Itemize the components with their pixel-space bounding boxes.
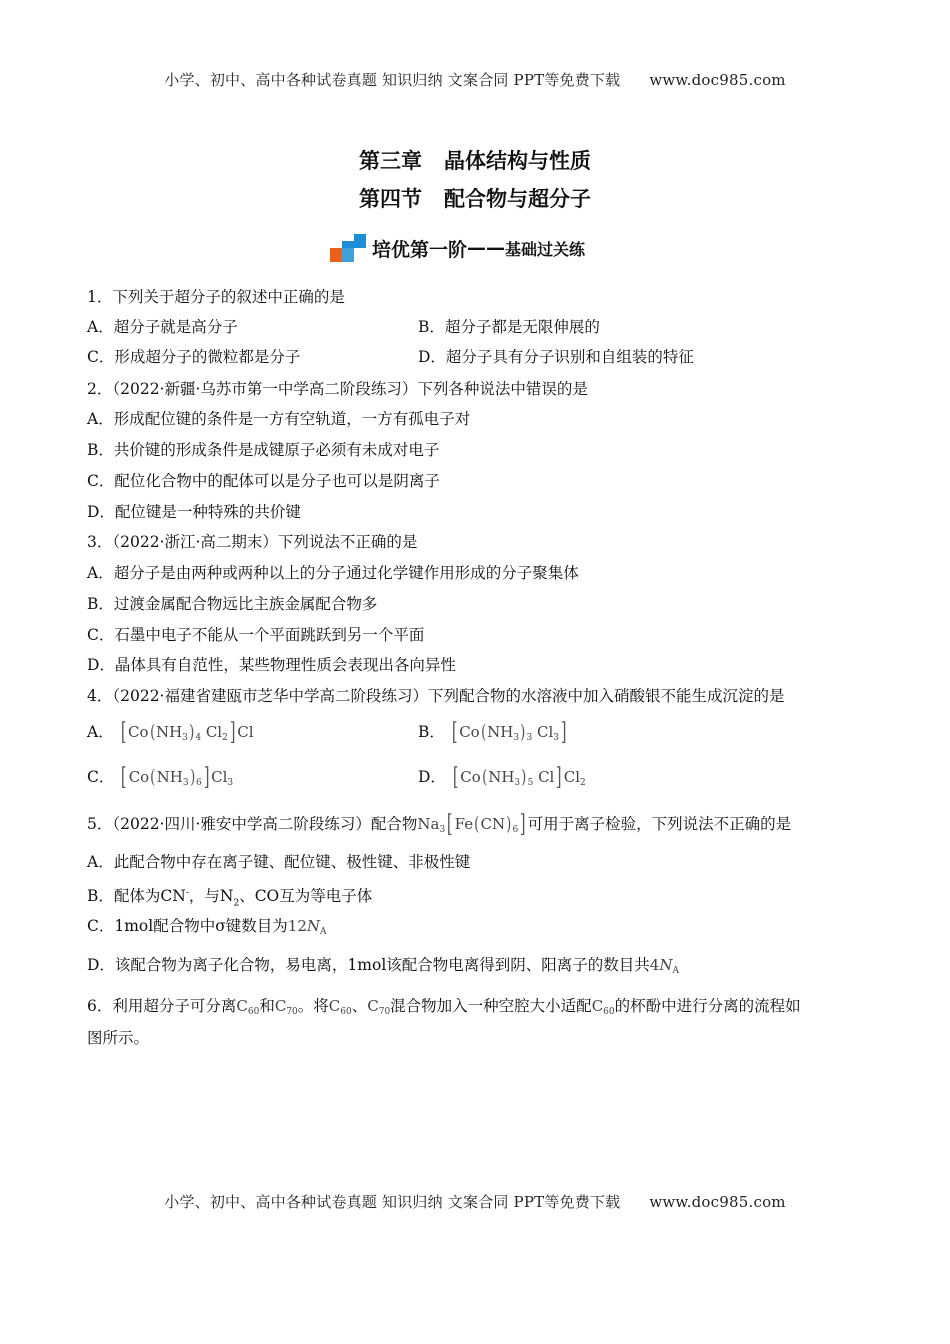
q5-option-d xyxy=(87,954,679,982)
q6-c60-b-sub: 60 xyxy=(340,1007,352,1017)
section-title xyxy=(0,183,950,213)
q5-d-text: D．该配合物为离子化合物，易电离，1mol该配合物电离得到阴、阳离子的数目共 xyxy=(87,956,650,974)
q4-option-a xyxy=(87,720,254,749)
q5-stem xyxy=(87,812,860,841)
q5-b-text-1: B．配体为CN xyxy=(87,887,186,906)
q5-b-sup: - xyxy=(185,888,189,898)
q1-option-a: A．超分子就是高分子 xyxy=(87,318,238,336)
q5-c-text: C．1mol配合物中σ键数目为 xyxy=(87,917,288,935)
q6-text-4: 、 xyxy=(351,997,368,1015)
q6-text-2: 和 xyxy=(259,997,275,1015)
level-heading xyxy=(330,234,585,262)
q2-option-a: A．形成配位键的条件是一方有空轨道，一方有孤电子对 xyxy=(87,410,471,428)
q1-option-d: D．超分子具有分子识别和自组装的特征 xyxy=(418,348,694,366)
q6-c60-a xyxy=(236,997,259,1015)
q6-c60-c xyxy=(592,997,615,1015)
q4-b-label: B． xyxy=(418,723,445,741)
q6-text-6: 的杯酚中进行分离的流程如 xyxy=(614,997,801,1015)
q2-option-c: C．配位化合物中的配体可以是分子也可以是阴离子 xyxy=(87,472,440,490)
q6-c60-a-sub: 60 xyxy=(247,1007,260,1017)
q3-option-c: C．石墨中电子不能从一个平面跳跃到另一个平面 xyxy=(87,626,425,644)
header-text: 小学、初中、高中各种试卷真题 知识归纳 文案合同 PPT等免费下载 xyxy=(164,71,621,89)
q1-option-b: B．超分子都是无限伸展的 xyxy=(418,318,600,336)
section-number: 第四节 xyxy=(359,187,422,211)
q4-d-formula: [ $Co(NH_3)_5$ Cl] $Cl_2$ xyxy=(452,763,586,791)
page-header xyxy=(0,69,950,90)
q6-c70-a-sub: 70 xyxy=(286,1007,298,1017)
q5-b-sub: 2 xyxy=(233,898,240,909)
q4-option-c xyxy=(87,765,233,794)
footer-text: 小学、初中、高中各种试卷真题 知识归纳 文案合同 PPT等免费下载 xyxy=(164,1193,621,1211)
q6-c60-b-c: C xyxy=(328,997,341,1015)
chapter-number: 第三章 xyxy=(359,149,422,173)
q4-a-label: A． xyxy=(87,723,114,741)
q6-c70-b-sub: 70 xyxy=(378,1007,391,1017)
q5-option-c xyxy=(87,915,327,943)
chapter-title xyxy=(0,145,950,175)
level-dash: —— xyxy=(467,237,506,259)
q6-c70-b-c: C xyxy=(367,997,379,1015)
q5-b-text-3: 、CO互为等电子体 xyxy=(239,887,373,906)
q6-stem-line1 xyxy=(87,995,860,1023)
q4-stem: 4．（2022·福建省建瓯市芝华中学高二阶段练习）下列配合物的水溶液中加入硝酸银不能生成沉淀的是 xyxy=(87,687,785,705)
header-url[interactable]: www.doc985.com xyxy=(649,71,786,89)
q5-option-b xyxy=(87,882,372,914)
q1-option-c: C．形成超分子的微粒都是分子 xyxy=(87,348,301,366)
q6-text-3: 。将 xyxy=(297,997,329,1015)
q3-option-b: B．过渡金属配合物远比主族金属配合物多 xyxy=(87,595,378,613)
q6-stem-line2: 图所示。 xyxy=(87,1029,150,1047)
q4-a-formula: [ $Co(NH_3)_4$ $Cl_2$] Cl xyxy=(120,718,254,746)
q5-c-na: N xyxy=(306,917,321,935)
q4-option-d xyxy=(418,765,586,794)
q5-c-formula xyxy=(288,917,327,935)
q5-stem-pre: 5．（2022·四川·雅安中学高二阶段练习）配合物 xyxy=(87,815,418,833)
level-main: 培优第一阶 xyxy=(372,238,468,261)
q4-d-label: D． xyxy=(418,768,446,786)
q5-d-num: 4 xyxy=(649,956,660,974)
section-name: 配合物与超分子 xyxy=(444,187,591,211)
q4-c-formula: [ $Co(NH_3)_6$] $Cl_3$ xyxy=(121,763,234,791)
q6-c60-a-c: C xyxy=(236,997,248,1015)
q5-d-formula xyxy=(650,956,679,974)
q1-stem: 1．下列关于超分子的叙述中正确的是 xyxy=(87,288,345,306)
footer-url[interactable]: www.doc985.com xyxy=(649,1193,786,1211)
q3-stem: 3．（2022·浙江·高二期末）下列说法不正确的是 xyxy=(87,533,418,551)
q5-d-na: N xyxy=(659,956,673,974)
page-footer xyxy=(0,1191,950,1212)
q4-option-b xyxy=(418,720,568,749)
q3-option-d: D．晶体具有自范性，某些物理性质会表现出各向异性 xyxy=(87,656,456,674)
q3-option-a: A．超分子是由两种或两种以上的分子通过化学键作用形成的分子聚集体 xyxy=(87,564,579,582)
q5-c-num: 12 xyxy=(287,917,307,935)
q6-c60-b xyxy=(329,997,352,1015)
q6-text-1: 6．利用超分子可分离 xyxy=(87,997,237,1015)
q6-c70-a xyxy=(275,997,298,1015)
q5-option-a: A．此配合物中存在离子键、配位键、极性键、非极性键 xyxy=(87,853,471,871)
chapter-name: 晶体结构与性质 xyxy=(444,149,591,173)
q2-option-b: B．共价键的形成条件是成键原子必须有未成对电子 xyxy=(87,441,440,459)
q6-c70-b xyxy=(367,997,390,1015)
q5-formula: $Na_3$[ $Fe(CN)_6$] xyxy=(417,810,526,838)
q2-option-d: D．配位键是一种特殊的共价键 xyxy=(87,503,301,521)
q6-c60-c-sub: 60 xyxy=(603,1007,615,1017)
q5-d-na-sub: A xyxy=(672,966,679,976)
q6-text-5: 混合物加入一种空腔大小适配 xyxy=(390,997,592,1015)
q6-c60-c-c: C xyxy=(591,997,604,1015)
q5-stem-post: 可用于离子检验，下列说法不正确的是 xyxy=(527,815,792,833)
q5-c-na-sub: A xyxy=(320,927,327,937)
steps-logo-icon xyxy=(330,234,366,262)
q6-c70-a-c: C xyxy=(274,997,287,1015)
q4-c-label: C． xyxy=(87,768,115,786)
q4-b-formula: [ $Co(NH_3)_3$ $Cl_3$] xyxy=(451,718,567,746)
q2-stem: 2．（2022·新疆·乌苏市第一中学高二阶段练习）下列各种说法中错误的是 xyxy=(87,380,588,398)
level-sub: 基础过关练 xyxy=(505,239,586,259)
q5-b-text-2: ，与N xyxy=(188,887,234,906)
